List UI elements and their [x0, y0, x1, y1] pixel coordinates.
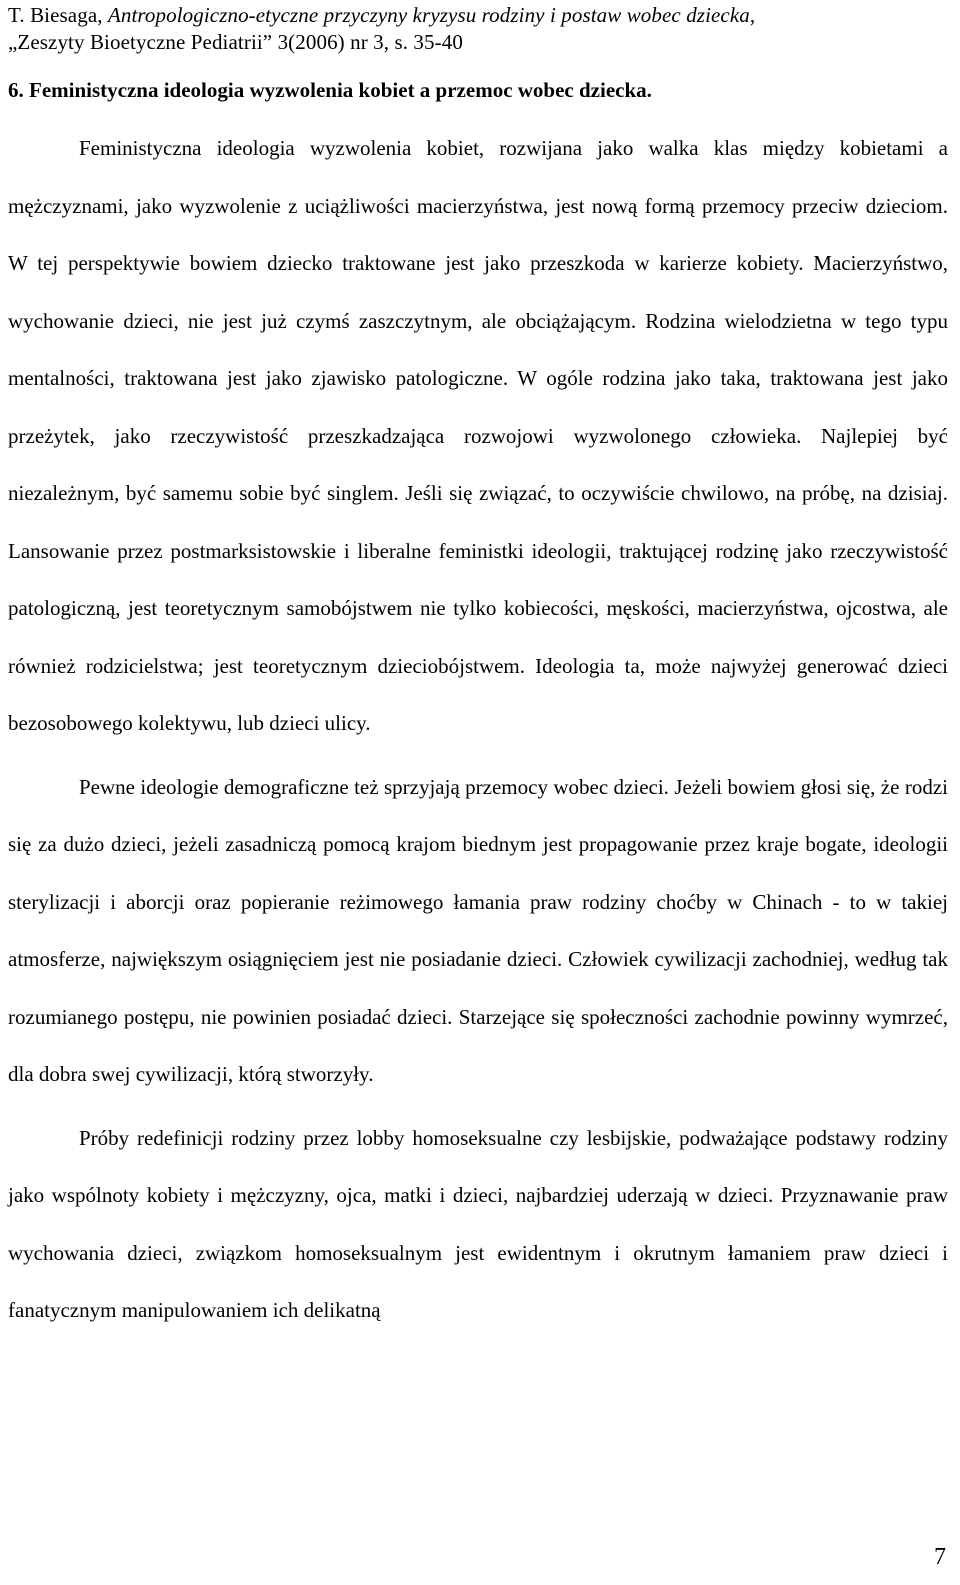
section-heading: 6. Feministyczna ideologia wyzwolenia kobiet a przemoc wobec dziecka. [8, 78, 652, 102]
page-number: 7 [934, 1544, 946, 1570]
paragraph-3: Próby redefinicji rodziny przez lobby homoseksualne czy lesbijskie, podważające podstawy rodziny jako wspólnoty kobiety i mężczyzny, ojca, matki i dzieci, najbardziej uderzają w dzieci. Przyznawanie praw wychowania dzieci, związkom homoseksualnym jest ewidentnym i okrutnym łamaniem praw dzieci i fanatycznym manipulowaniem ich delikatną [8, 1125, 948, 1322]
citation-author: T. Biesaga, [8, 3, 108, 27]
document-page [8, 0, 948, 1340]
citation-header [8, 2, 948, 56]
paragraph-2: Pewne ideologie demograficzne też sprzyjają przemocy wobec dzieci. Jeżeli bowiem głosi się, że rodzi się za dużo dzieci, jeżeli zasadniczą pomocą krajom biednym jest propagowanie przez kraje bogate, ideologii sterylizacji i aborcji oraz popieranie reżimowego łamania praw rodziny choćby w Chinach - to w takiej atmosferze, największym osiągnięciem jest nie posiadanie dzieci. Człowiek cywilizacji zachodniej, według tak rozumianego postępu, nie powinien posiadać dzieci. Starzejące się społeczności zachodnie powinny wymrzeć, dla dobra swej cywilizacji, którą stworzyły. [8, 774, 948, 1086]
citation-journal: „Zeszyty Bioetyczne Pediatrii” 3(2006) nr 3, s. 35-40 [8, 30, 463, 54]
citation-title: Antropologiczno-etyczne przyczyny kryzysu rodziny i postaw wobec dziecka, [107, 3, 756, 27]
paragraph-1: Feministyczna ideologia wyzwolenia kobiet, rozwijana jako walka klas między kobietami a mężczyznami, jako wyzwolenie z uciążliwości macierzyństwa, jest nową formą przemocy przeciw dzieciom. W tej perspektywie bowiem dziecko traktowane jest jako przeszkoda w karierze kobiety. Macierzyństwo, wychowanie dzieci, nie jest już czymś zaszczytnym, ale obciążającym. Rodzina wielodzietna w tego typu mentalności, traktowana jest jako zjawisko patologiczne. W ogóle rodzina jako taka, traktowana jest jako przeżytek, jako rzeczywistość przeszkadzająca rozwojowi wyzwolonego człowieka. Najlepiej być niezależnym, być samemu sobie być singlem. Jeśli się związać, to oczywiście chwilowo, na próbę, na dzisiaj. Lansowanie przez postmarksistowskie i liberalne feministki ideologii, traktującej rodzinę jako rzeczywistość patologiczną, jest teoretycznym samobójstwem nie tylko kobiecości, męskości, macierzyństwa, ojcostwa, ale również rodzicielstwa; jest teoretycznym dzieciobójstwem. Ideologia ta, może najwyżej generować dzieci bezosobowego kolektywu, lub dzieci ulicy. [8, 136, 948, 735]
